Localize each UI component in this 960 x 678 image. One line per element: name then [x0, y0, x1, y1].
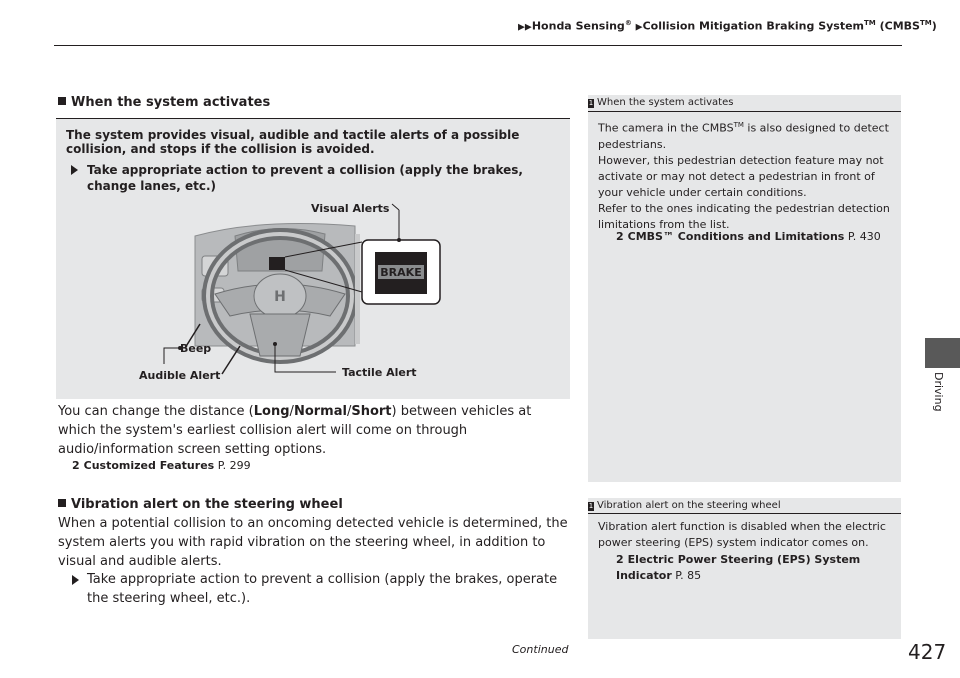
vibration-action: Take appropriate action to prevent a collision (apply the brakes, operate the steering wheel, etc.). — [87, 570, 567, 608]
label-visual-alerts: Visual Alerts — [311, 202, 390, 215]
brake-warning-text: BRAKE — [380, 266, 422, 279]
xref-customized-features[interactable]: 2 Customized Features P. 299 — [72, 459, 251, 472]
option-short: Short — [351, 404, 392, 419]
note-rule-1 — [588, 111, 901, 112]
label-audible-alert: Audible Alert — [139, 369, 221, 382]
note-marker-icon: 1 — [588, 99, 594, 107]
note-title-2: 1 Vibration alert on the steering wheel — [588, 500, 781, 511]
continued-label: Continued — [512, 643, 569, 656]
logo-icon: H — [274, 289, 286, 305]
brake-indicator-small — [269, 257, 285, 270]
option-long: Long — [253, 404, 290, 419]
audible-leader-2 — [222, 346, 240, 374]
section-heading-vibration: Vibration alert on the steering wheel — [58, 497, 343, 512]
side-tab-label: Driving — [932, 372, 945, 412]
note-marker-icon: 1 — [588, 502, 594, 510]
action-arrow-icon — [71, 165, 78, 175]
note-text-1: The camera in the CMBS™ is also designed to detect pedestrians. However, this pedestrian detection feature may not activate or may not detect a pedestrian in front of your vehicle under certain conditions. Refer to the ones indicating the pedestrian detection limitations from the list. — [598, 121, 890, 231]
dash-edge — [355, 234, 360, 344]
label-tactile-alert: Tactile Alert — [342, 366, 417, 379]
xref-arrow-icon: 2 — [72, 459, 80, 472]
breadcrumb-arrow-icon: ▶ — [635, 22, 643, 33]
breadcrumb-arrow-icon: ▶▶ — [518, 22, 532, 33]
xref-cmbs-conditions[interactable]: 2 CMBS™ Conditions and Limitations P. 430 — [616, 230, 881, 243]
xref-arrow-icon: 2 — [616, 230, 624, 243]
visual-leader-dot — [397, 238, 401, 242]
option-normal: Normal — [293, 404, 347, 419]
header-rule — [54, 45, 902, 46]
side-tab-marker — [925, 338, 960, 368]
xref-arrow-icon: 2 — [616, 553, 624, 566]
section-heading-activates: When the system activates — [58, 95, 270, 110]
box-action: Take appropriate action to prevent a collision (apply the brakes, change lanes, etc.) — [71, 162, 557, 194]
note-text-2: Vibration alert function is disabled when the electric power steering (EPS) system indicator comes on. — [598, 520, 886, 549]
note-rule-2 — [588, 513, 901, 514]
vibration-paragraph: When a potential collision to an oncoming detected vehicle is determined, the system alerts you with rapid vibration on the steering wheel, in addition to visual and audible alerts. — [58, 516, 568, 569]
heading-square-icon — [58, 97, 66, 105]
note-title-1: 1 When the system activates — [588, 97, 734, 108]
box-description: The system provides visual, audible and tactile alerts of a possible collision, and stops if the collision is avoided. — [66, 128, 520, 156]
audible-leader — [164, 348, 178, 364]
page-number: 427 — [908, 640, 947, 664]
label-beep: Beep — [180, 342, 212, 355]
action-arrow-icon — [72, 575, 79, 585]
visual-leader-h — [392, 204, 399, 210]
breadcrumb: ▶▶Honda Sensing® ▶Collision Mitigation Braking System™ (CMBS™) — [518, 19, 937, 33]
xref-eps-indicator[interactable]: 2 Electric Power Steering (EPS) System Indicator P. 85 — [616, 553, 861, 582]
lower-spoke — [250, 314, 310, 356]
breadcrumb-part1[interactable]: Honda Sensing — [531, 19, 625, 33]
heading-square-icon — [58, 499, 66, 507]
breadcrumb-part2[interactable]: Collision Mitigation Braking System — [642, 19, 865, 33]
distance-paragraph: You can change the distance (Long/Normal/Short) between vehicles at which the system's earliest collision alert will come on through audio/information screen setting options. — [58, 404, 532, 457]
